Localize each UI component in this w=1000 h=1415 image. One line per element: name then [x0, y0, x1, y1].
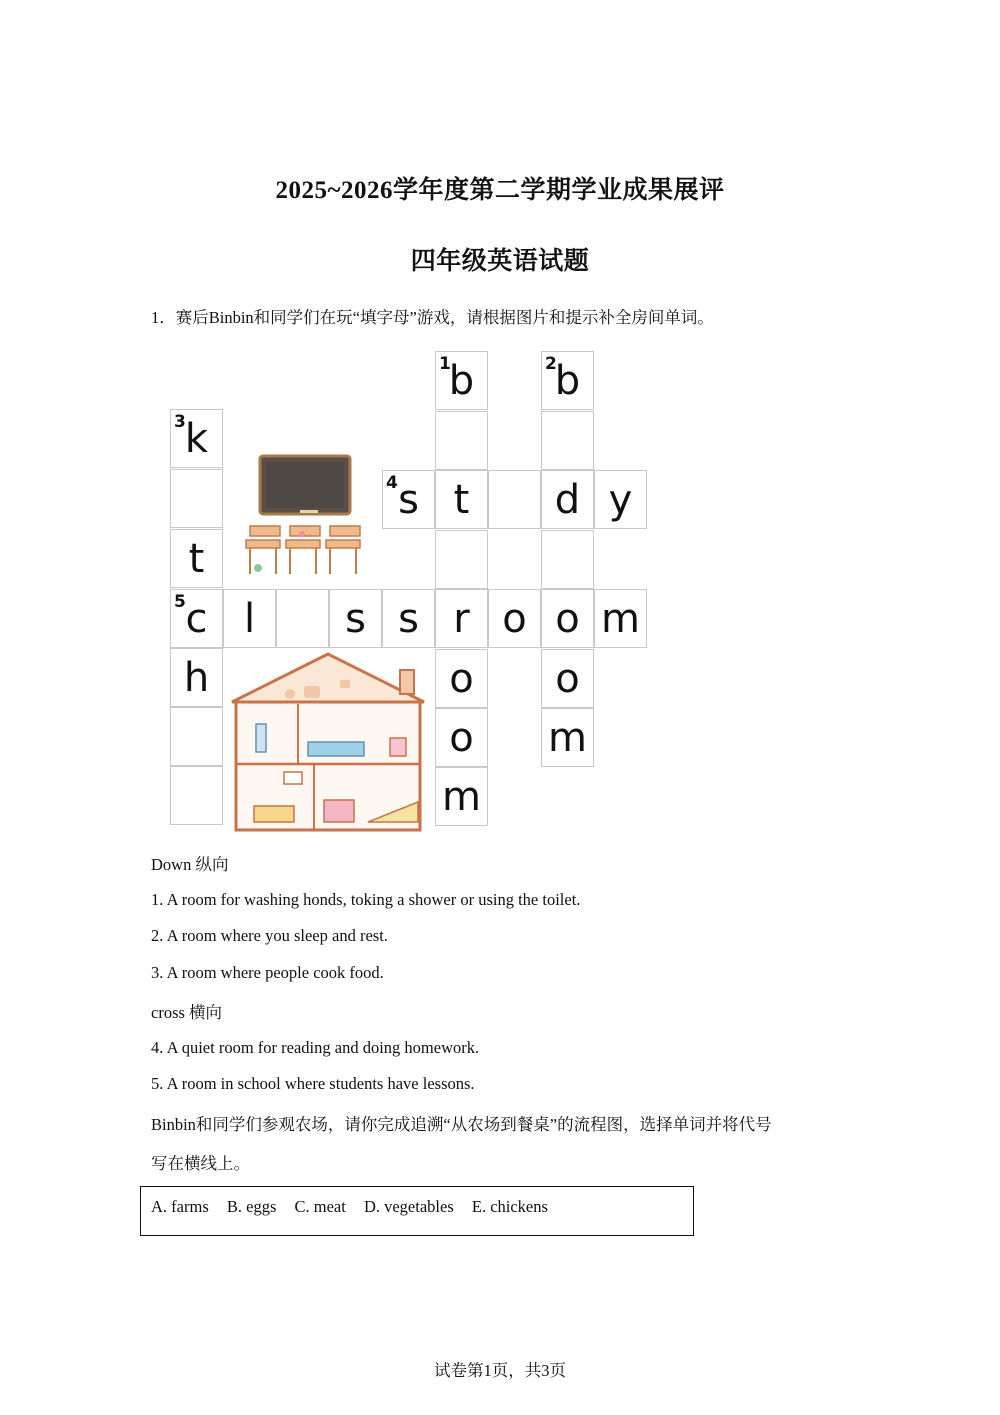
classroom-picture	[240, 450, 380, 580]
crossword-cell	[488, 589, 541, 648]
option-c: C. meat	[294, 1197, 346, 1216]
crossword-letter: s	[345, 595, 366, 642]
crossword-cell	[541, 708, 594, 767]
crossword-letter: t	[453, 476, 470, 523]
crossword-cell	[382, 470, 435, 529]
clue-number: 3	[174, 412, 186, 432]
crossword-cell	[488, 470, 541, 529]
crossword-cell	[541, 649, 594, 708]
question-1-prompt: 1．赛后Binbin和同学们在玩“填字母”游戏，请根据图片和提示补全房间单词。	[151, 308, 714, 327]
crossword-letter: m	[442, 773, 481, 820]
crossword-letter: b	[448, 357, 475, 404]
down-clue-3: 3. A room where people cook food.	[151, 963, 384, 982]
crossword-cell	[541, 351, 594, 410]
crossword-letter: r	[453, 595, 470, 642]
option-d: D. vegetables	[363, 1197, 454, 1216]
clue-number: 2	[545, 354, 557, 374]
crossword-letter: o	[449, 655, 474, 702]
crossword-cell	[170, 469, 223, 528]
question-2-intro-line-1: Binbin和同学们参观农场，请你完成追溯“从农场到餐桌”的流程图，选择单词并将代号	[151, 1115, 772, 1134]
crossword-cell	[170, 648, 223, 707]
crossword-letter: k	[184, 415, 209, 462]
crossword-letter: d	[554, 476, 581, 523]
down-clue-1: 1. A room for washing honds, toking a shower or using the toilet.	[151, 890, 581, 909]
crossword-cell	[435, 530, 488, 589]
option-a: A. farms	[151, 1197, 209, 1216]
clue-number: 5	[174, 592, 186, 612]
crossword-letter: o	[502, 595, 527, 642]
crossword-cell	[594, 589, 647, 648]
crossword-letter: l	[243, 595, 256, 642]
crossword-cell	[329, 589, 382, 648]
clue-number: 1	[439, 354, 451, 374]
exam-title: 2025~2026学年度第二学期学业成果展评	[275, 177, 725, 204]
crossword-cell	[435, 470, 488, 529]
crossword-letter: y	[608, 476, 633, 523]
house-picture	[228, 650, 428, 832]
crossword-letter: m	[601, 595, 640, 642]
crossword-cell	[170, 529, 223, 588]
crossword-cell	[541, 470, 594, 529]
crossword-cell	[541, 530, 594, 589]
crossword-cell	[170, 409, 223, 468]
crossword-cell	[594, 470, 647, 529]
down-clue-2: 2. A room where you sleep and rest.	[151, 926, 388, 945]
crossword-letter: m	[548, 714, 587, 761]
crossword-letter: o	[555, 595, 580, 642]
crossword-cell	[541, 411, 594, 470]
crossword-letter: h	[183, 654, 210, 701]
crossword-cell	[435, 411, 488, 470]
crossword-cell	[382, 589, 435, 648]
crossword-cell	[435, 589, 488, 648]
crossword-cell	[276, 589, 329, 648]
crossword-cell	[435, 351, 488, 410]
crossword-letter: b	[554, 357, 581, 404]
crossword-cell	[223, 589, 276, 648]
page-footer: 试卷第1页，共3页	[434, 1361, 566, 1380]
crossword-cell	[435, 649, 488, 708]
crossword-cell	[541, 589, 594, 648]
exam-subtitle: 四年级英语试题	[410, 248, 590, 275]
crossword-letter: o	[449, 714, 474, 761]
crossword-letter: c	[185, 595, 208, 642]
crossword-cell	[435, 767, 488, 826]
across-clue-4: 4. A quiet room for reading and doing homework.	[151, 1038, 480, 1057]
crossword-cell	[170, 766, 223, 825]
crossword-letter: o	[555, 655, 580, 702]
word-options-box	[140, 1186, 694, 1236]
crossword-cell	[170, 707, 223, 766]
across-heading: cross 横向	[151, 1003, 223, 1022]
crossword-letter: s	[398, 476, 419, 523]
clue-number: 4	[386, 473, 398, 493]
crossword-cell	[170, 589, 223, 648]
crossword-letter: t	[188, 535, 205, 582]
crossword-letter: s	[398, 595, 419, 642]
option-e: E. chickens	[471, 1197, 548, 1216]
across-clue-5: 5. A room in school where students have lessons.	[151, 1074, 475, 1093]
down-heading: Down 纵向	[151, 855, 229, 874]
option-b: B. eggs	[226, 1197, 277, 1216]
question-2-intro-line-2: 写在横线上。	[151, 1154, 250, 1173]
crossword-cell	[435, 708, 488, 767]
